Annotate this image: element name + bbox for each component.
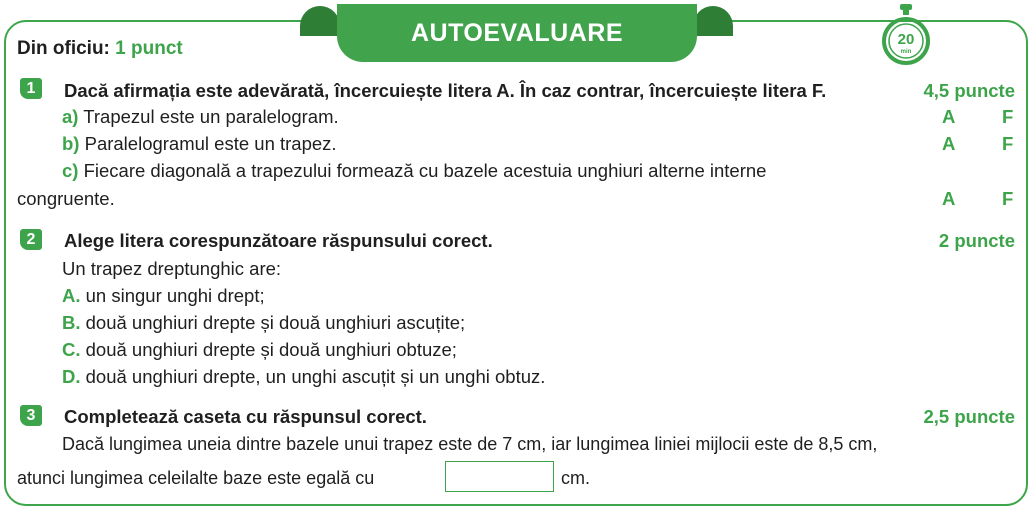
ex2-option-b[interactable] [62,312,465,334]
tab-left-ear [300,6,340,36]
ex1-item-c-letter: c) [62,160,79,181]
exercise-1-number: 1 [20,78,42,99]
exercise-3-line2-before: atunci lungimea celeilalte baze este egală cu [17,468,375,488]
din-oficiu [17,38,183,60]
ex1-item-c-continuation: congruente. [17,188,115,209]
ex1-item-c-text: Fiecare diagonală a trapezului formează cu bazele acestuia unghiuri alterne interne [83,160,767,181]
ex1-a-option-a[interactable]: A [942,106,956,127]
page-title: AUTOEVALUARE [410,18,624,47]
ex1-item-b-letter: b) [62,133,80,154]
exercise-2-number: 2 [20,229,42,250]
ex2-option-a-letter: A. [62,285,81,306]
ex2-option-a-text: un singur unghi drept; [85,285,265,306]
ex2-option-d-letter: D. [62,366,81,387]
ex2-option-b-text: două unghiuri drepte și două unghiuri ascuțite; [85,312,466,333]
ex2-option-c-text: două unghiuri drepte și două unghiuri obtuze; [85,339,457,360]
ex1-c-option-f[interactable]: F [1002,188,1014,209]
ex2-option-b-letter: B. [62,312,81,333]
ex2-option-a[interactable] [62,285,265,307]
timer-unit: min [900,49,912,55]
title-tab [337,4,697,62]
ex1-item-a-letter: a) [62,106,79,127]
timer-value: 20 [897,31,915,48]
exercise-2-stem: Un trapez dreptunghic are: [62,258,282,279]
din-oficiu-label: Din oficiu: [17,38,110,59]
exercise-1-instruction: Dacă afirmația este adevărată, încercuiește litera A. În caz contrar, încercuiește litera F. [64,80,827,101]
ex2-option-c-letter: C. [62,339,81,360]
exercise-3-instruction: Completează caseta cu răspunsul corect. [64,406,427,427]
exercise-2-points: 2 puncte [938,230,1015,251]
ex1-a-option-f[interactable]: F [1002,106,1014,127]
ex1-b-option-a[interactable]: A [942,133,956,154]
ex2-option-c[interactable] [62,339,457,361]
exercise-3-points: 2,5 puncte [923,406,1015,427]
ex1-item-b [62,133,337,155]
ex1-c-option-a[interactable]: A [942,188,956,209]
exercise-3-unit: cm. [561,468,590,488]
ex1-b-option-f[interactable]: F [1002,133,1014,154]
answer-input-box[interactable] [445,461,554,492]
exercise-3-line1: Dacă lungimea uneia dintre bazele unui trapez este de 7 cm, iar lungimea liniei mijlocii este de 8,5 cm, [62,434,878,454]
exercise-1-points: 4,5 puncte [923,80,1015,101]
ex1-item-a [62,106,339,128]
exercise-2-instruction: Alege litera corespunzătoare răspunsului corect. [64,230,493,251]
ex1-item-b-text: Paralelogramul este un trapez. [84,133,337,154]
stopwatch-icon [880,4,932,66]
ex1-item-a-text: Trapezul este un paralelogram. [83,106,339,127]
ex2-option-d-text: două unghiuri drepte, un unghi ascuțit și un unghi obtuz. [85,366,546,387]
tab-right-ear [693,6,733,36]
ex1-item-c [62,160,766,182]
exercise-3-number: 3 [20,405,42,426]
ex2-option-d[interactable] [62,366,545,388]
din-oficiu-points: 1 punct [115,38,183,59]
